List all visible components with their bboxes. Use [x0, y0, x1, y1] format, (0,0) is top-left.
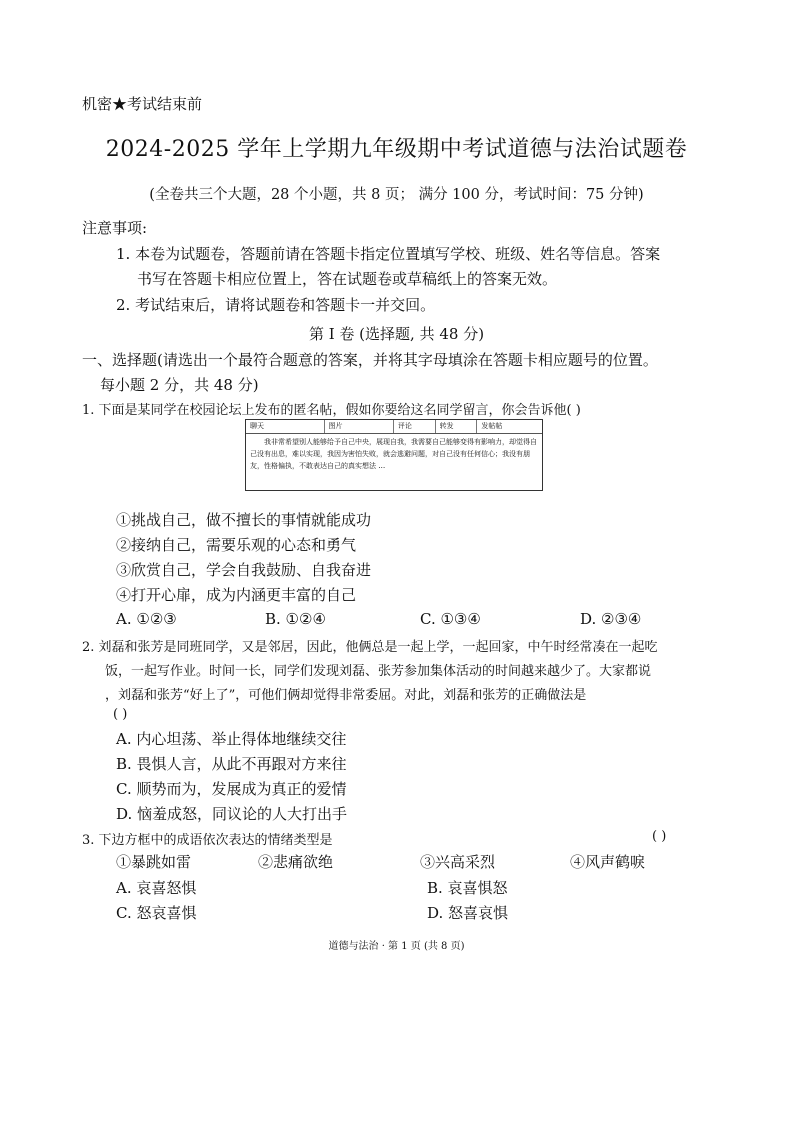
statement-4: ④打开心扉，成为内涵更丰富的自己: [116, 586, 357, 604]
q2-option-a: A. 内心坦荡、举止得体地继续交往: [116, 730, 347, 748]
exam-info: (全卷共三个大题，28 个小题，共 8 页； 满分 100 分，考试时间：75 分钟): [149, 187, 644, 203]
question-1-stem: 1. 下面是某同学在校园论坛上发布的匿名帖，假如你要给这名同学留言，你会告诉他( ): [82, 403, 581, 418]
question-2-stem-cont: ，刘磊和张芳“好上了”，可他们俩却觉得非常委屈。对此，刘磊和张芳的正确做法是: [105, 688, 587, 703]
notice-item-2: 2. 考试结束后，请将试题卷和答题卡一并交回。: [116, 296, 436, 314]
section-heading: 一、选择题(请选出一个最符合题意的答案，并将其字母填涂在答题卡相应题号的位置。: [82, 351, 658, 369]
section-heading-cont: 每小题 2 分，共 48 分): [100, 376, 259, 394]
q2-option-d: D. 恼羞成怒，同议论的人大打出手: [116, 805, 348, 823]
q1-option-d: D. ②③④: [580, 610, 642, 628]
forum-tab: 转发: [436, 420, 478, 433]
q2-option-b: B. 畏惧人言，从此不再跟对方来往: [116, 755, 347, 773]
forum-tab: 图片: [325, 420, 394, 433]
idiom-4: ④风声鹤唳: [570, 853, 646, 871]
notice-item-1-cont: 书写在答题卡相应位置上，答在试题卷或草稿纸上的答案无效。: [137, 270, 558, 288]
notice-heading: 注意事项:: [82, 219, 148, 237]
forum-tab: 聊天: [246, 420, 325, 433]
confidential-label: 机密★考试结束前: [82, 95, 203, 113]
idiom-1: ①暴跳如雷: [116, 853, 192, 871]
forum-tab-bar: [246, 420, 542, 434]
idiom-2: ②悲痛欲绝: [258, 853, 334, 871]
forum-tab: 发帖帖: [481, 422, 503, 430]
question-3-stem: 3. 下边方框中的成语依次表达的情绪类型是: [82, 833, 333, 848]
q3-option-d: D. 怒喜哀惧: [427, 904, 509, 922]
forum-tab: 评论: [394, 420, 436, 433]
question-3-paren: ( ): [652, 829, 667, 844]
question-2-stem: 2. 刘磊和张芳是同班同学，又是邻居，因此，他俩总是一起上学，一起回家，中午时经常凑在一起吃: [82, 640, 658, 655]
q1-option-a: A. ①②③: [116, 610, 177, 628]
q3-option-a: A. 哀喜怒惧: [116, 879, 197, 897]
statement-2: ②接纳自己，需要乐观的心态和勇气: [116, 536, 357, 554]
forum-post-text: 我非常希望别人能够给予自己中央，展现自我，我需要自己能够变得有影响力，却觉得自己没有出息，难以实现，我因为害怕失败，就会逃避问题，对自己没有任何信心；我没有朋友，性格偏执，不敢表达自己的真实想法 …: [250, 438, 537, 470]
q1-option-b: B. ①②④: [265, 610, 326, 628]
idiom-3: ③兴高采烈: [420, 853, 496, 871]
question-2-stem-cont: 饭，一起写作业。时间一长，同学们发现刘磊、张芳参加集体活动的时间越来越少了。大家都说: [105, 664, 652, 679]
statement-3: ③欣赏自己，学会自我鼓励、自我奋进: [116, 561, 372, 579]
q2-option-c: C. 顺势而为，发展成为真正的爱情: [116, 780, 347, 798]
part-title: 第 I 卷 (选择题, 共 48 分): [308, 325, 485, 343]
page-title: 2024-2025 学年上学期九年级期中考试道德与法治试题卷: [105, 137, 688, 162]
q1-option-c: C. ①③④: [420, 610, 481, 628]
statement-1: ①挑战自己，做不擅长的事情就能成功: [116, 511, 372, 529]
forum-post-box: [245, 419, 543, 491]
page-footer: 道德与法治 · 第 1 页 (共 8 页): [328, 941, 465, 952]
q3-option-b: B. 哀喜惧怒: [427, 879, 508, 897]
notice-item-1: 1. 本卷为试题卷，答题前请在答题卡指定位置填写学校、班级、姓名等信息。答案: [116, 245, 661, 263]
q3-option-c: C. 怒哀喜惧: [116, 904, 197, 922]
question-2-paren: ( ): [113, 707, 128, 722]
